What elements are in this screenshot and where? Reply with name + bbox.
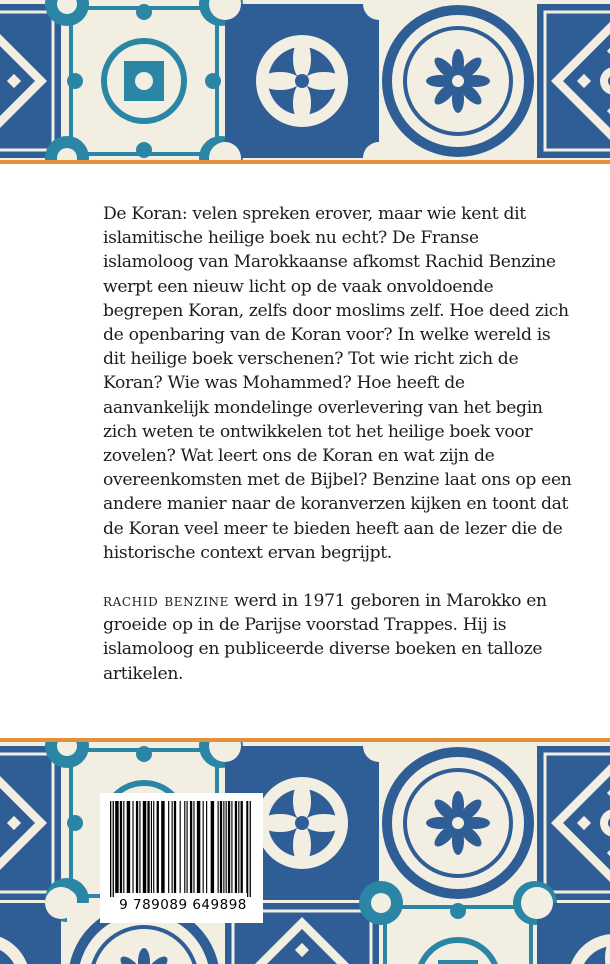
barcode-bar [123,801,124,893]
barcode-bar [190,801,192,893]
barcode-bar [151,801,152,893]
barcode-bar [127,801,130,893]
barcode-bar [161,801,164,893]
barcode-bar [193,801,194,893]
barcode-bar [168,801,169,893]
isbn-barcode [100,793,263,923]
barcode-bar [235,801,237,893]
barcode-bar [238,801,239,893]
round-tile [381,746,535,900]
barcode-guard-bar [250,801,251,897]
top-tile-pattern [0,0,610,164]
isbn-number: 9 789089 649898 [119,897,247,913]
barcode-bar [197,801,200,893]
barcode-guard-bar [247,801,248,897]
barcode-bar [241,801,243,893]
back-cover-text [103,202,573,686]
barcode-bar [143,801,146,893]
barcode-bars [106,801,257,897]
barcode-bar [172,801,173,893]
author-bio: werd in 1971 geboren in Marokko en groeide op in de Parijse voorstad Trappes. Hij is islamoloog en publiceerde diverse boeken en talloze artikelen. [103,591,547,684]
barcode-bar [180,801,181,893]
barcode-bar [120,801,122,893]
fleur-tile [209,0,395,160]
barcode-bar [153,801,154,893]
author-bio-paragraph [103,589,573,686]
barcode-guard-bar [110,801,111,897]
barcode-bar [187,801,188,893]
barcode-bar [139,801,140,893]
barcode-bar [157,801,159,893]
octagon-star-tile [537,4,610,158]
round-tile [381,4,535,158]
barcode-bar [206,801,207,893]
barcode-bar [228,801,230,893]
barcode-bar [115,801,118,893]
barcode-bar [218,801,219,893]
barcode-guard-bar [113,801,114,897]
author-name: rachid benzine [103,591,229,612]
barcode-bar [231,801,232,893]
barcode-bar [136,801,138,893]
barcode-bar [211,801,214,893]
barcode-bar [220,801,222,893]
book-description: De Koran: velen spreken erover, maar wie kent dit islamitische heilige boek nu echt? De Franse islamoloog van Marokkaanse afkomst Rachid Benzine werpt een nieuw licht op de vaak onvoldoende begrepen Koran, zelfs door moslims zelf. Hoe deed zich de openbaring van de Koran voor? In welke wereld is dit heilige boek verschenen? Tot wie richt zich de Koran? Wie was Mohammed? Hoe heeft de aanvankelijk mondelinge overlevering van het begin zich weten te ontwikkelen tot het heilige boek voor zovelen? Wat leert ons de Koran en wat zijn de overeenkomsten met de Bijbel? Benzine laat ons op een andere manier naar de koranverzen kijken en toont dat de Koran veel meer te bieden heeft aan de lezer die de historische context ervan begrijpt. [103,204,572,563]
barcode-bar [223,801,224,893]
barcode-bar [132,801,133,893]
barcode-bar [174,801,176,893]
barcode-bar [147,801,149,893]
barcode-bar [226,801,227,893]
tile-pattern-graphic [0,742,610,964]
barcode-bar [203,801,204,893]
octagon-star-tile [0,4,61,158]
octagon-star-tile [0,746,61,900]
tile-pattern-graphic [0,0,610,160]
bottom-tile-pattern [0,738,610,964]
octagon-star-tile [537,746,610,900]
teal-cross-tile [45,0,243,160]
barcode-bar [184,801,185,893]
